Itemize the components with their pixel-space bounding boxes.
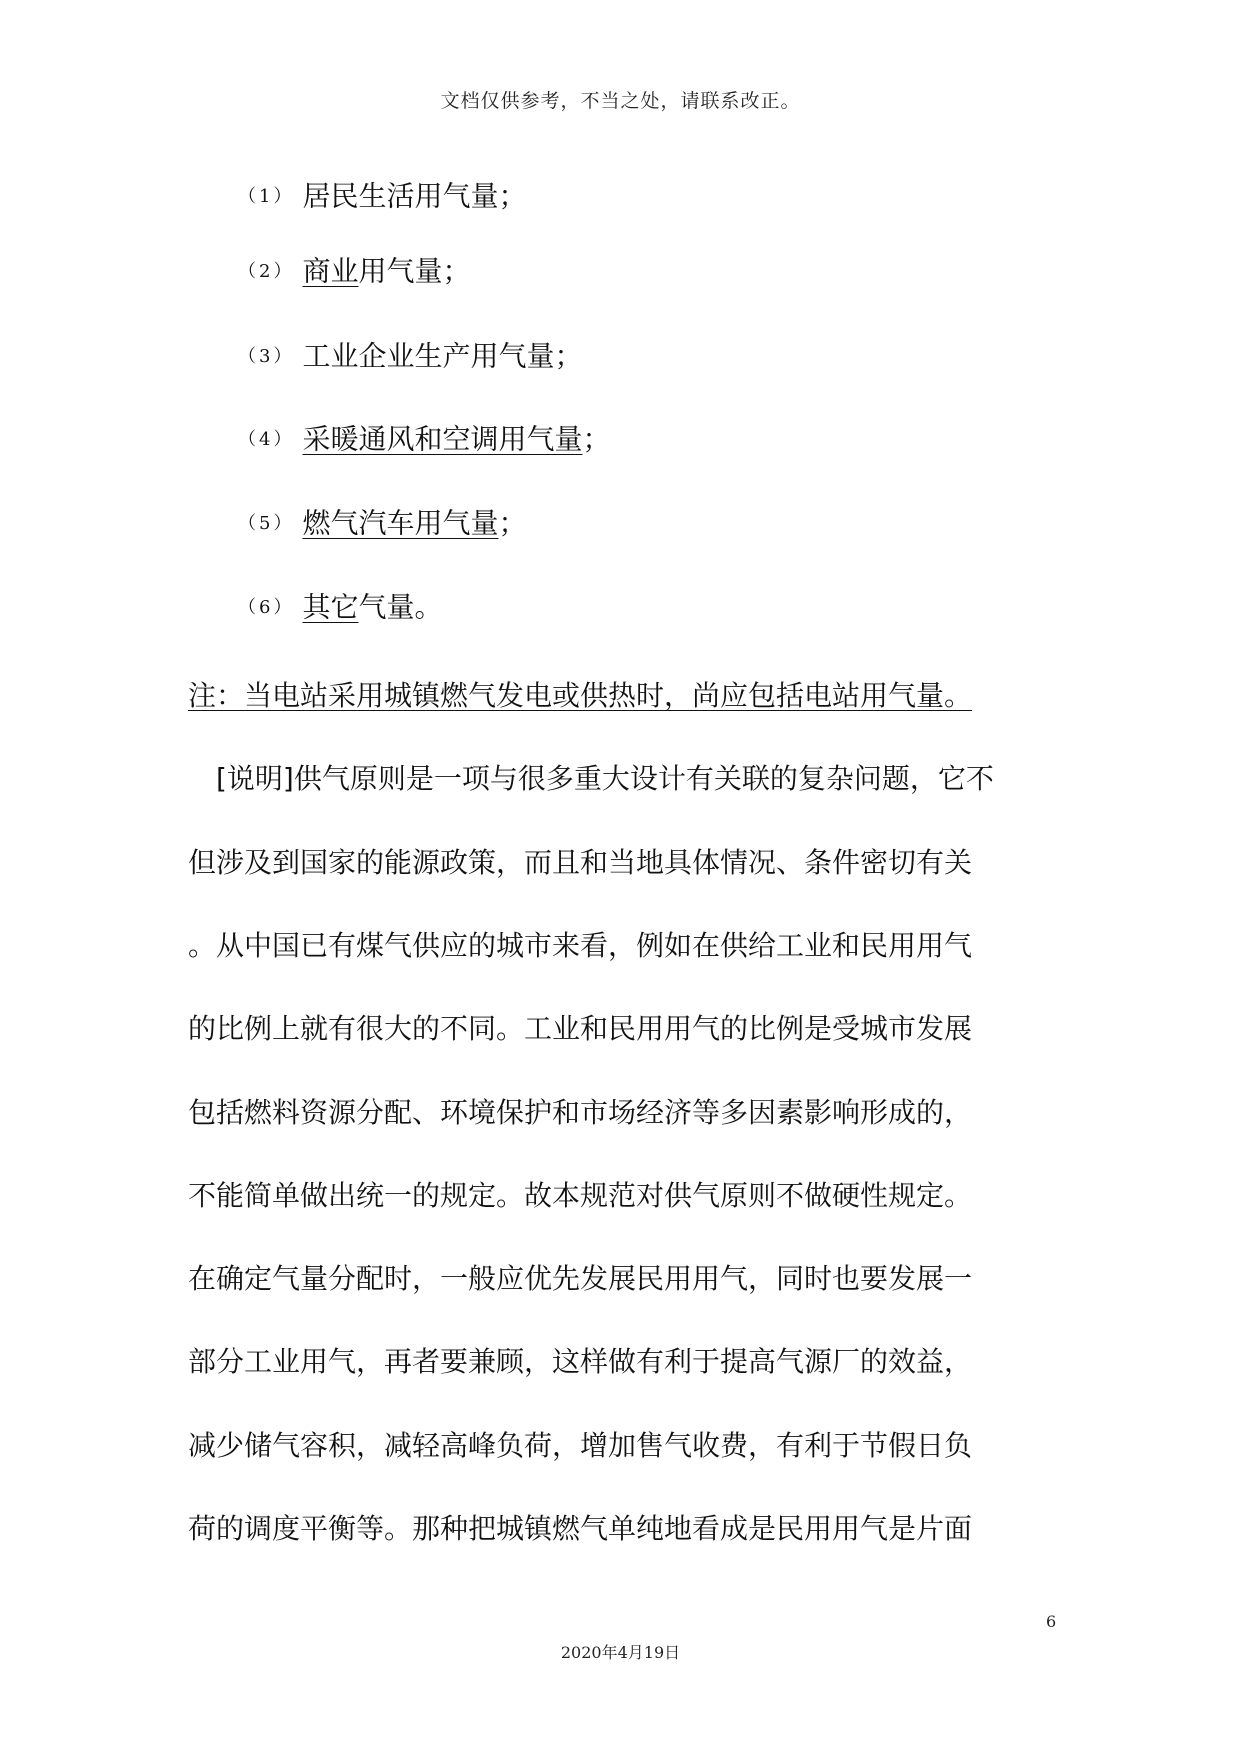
list-item (238, 419, 610, 459)
paragraph-line: [说明]供气原则是一项与很多重大设计有关联的复杂问题，它不 (188, 762, 994, 795)
footer-date: 2020年4月19日 (560, 1643, 681, 1662)
paragraph-line: 但涉及到国家的能源政策，而且和当地具体情况、条件密切有关 (188, 846, 973, 879)
list-item (238, 251, 470, 291)
list-text: ； (498, 506, 527, 540)
list-text-underlined: 其它 (302, 590, 359, 624)
paragraph-line: 。从中国已有煤气供应的城市来看，例如在供给工业和民用用气 (188, 929, 973, 962)
list-number: （1） (238, 185, 295, 207)
paragraph-line: 部分工业用气，再者要兼顾，这样做有利于提高气源厂的效益， (188, 1345, 973, 1378)
list-number: （5） (238, 512, 295, 534)
paragraph-line: 减少储气容积，减轻高峰负荷，增加售气收费，有利于节假日负 (188, 1429, 973, 1462)
paragraph-line: 包括燃料资源分配、环境保护和市场经济等多因素影响形成的， (188, 1096, 973, 1129)
list-text: 气量。 (358, 590, 443, 624)
list-item (238, 336, 582, 376)
note-text: 注：当电站采用城镇燃气发电或供热时，尚应包括电站用气量。 (188, 679, 973, 712)
list-text-underlined: 商业 (302, 254, 359, 288)
list-text: ； (582, 422, 611, 456)
list-text: 工业企业生产用气量； (302, 339, 583, 373)
list-item (238, 503, 526, 543)
list-number: （2） (238, 260, 295, 282)
list-number: （3） (238, 345, 295, 367)
paragraph-line: 荷的调度平衡等。那种把城镇燃气单纯地看成是民用用气是片面 (188, 1512, 973, 1545)
page-header-disclaimer: 文档仅供参考，不当之处，请联系改正。 (440, 90, 801, 112)
paragraph-line: 在确定气量分配时，一般应优先发展民用用气，同时也要发展一 (188, 1262, 973, 1295)
list-number: （4） (238, 428, 295, 450)
list-text: 用气量； (358, 254, 471, 288)
list-item (238, 587, 442, 627)
paragraph-line: 的比例上就有很大的不同。工业和民用用气的比例是受城市发展 (188, 1012, 973, 1045)
list-number: （6） (238, 596, 295, 618)
list-text: 居民生活用气量； (302, 179, 527, 213)
paragraph-line: 不能简单做出统一的规定。故本规范对供气原则不做硬性规定。 (188, 1179, 973, 1212)
list-text-underlined: 采暖通风和空调用气量 (302, 422, 583, 456)
page-number: 6 (1046, 1612, 1057, 1631)
list-item (238, 176, 526, 216)
list-text-underlined: 燃气汽车用气量 (302, 506, 499, 540)
